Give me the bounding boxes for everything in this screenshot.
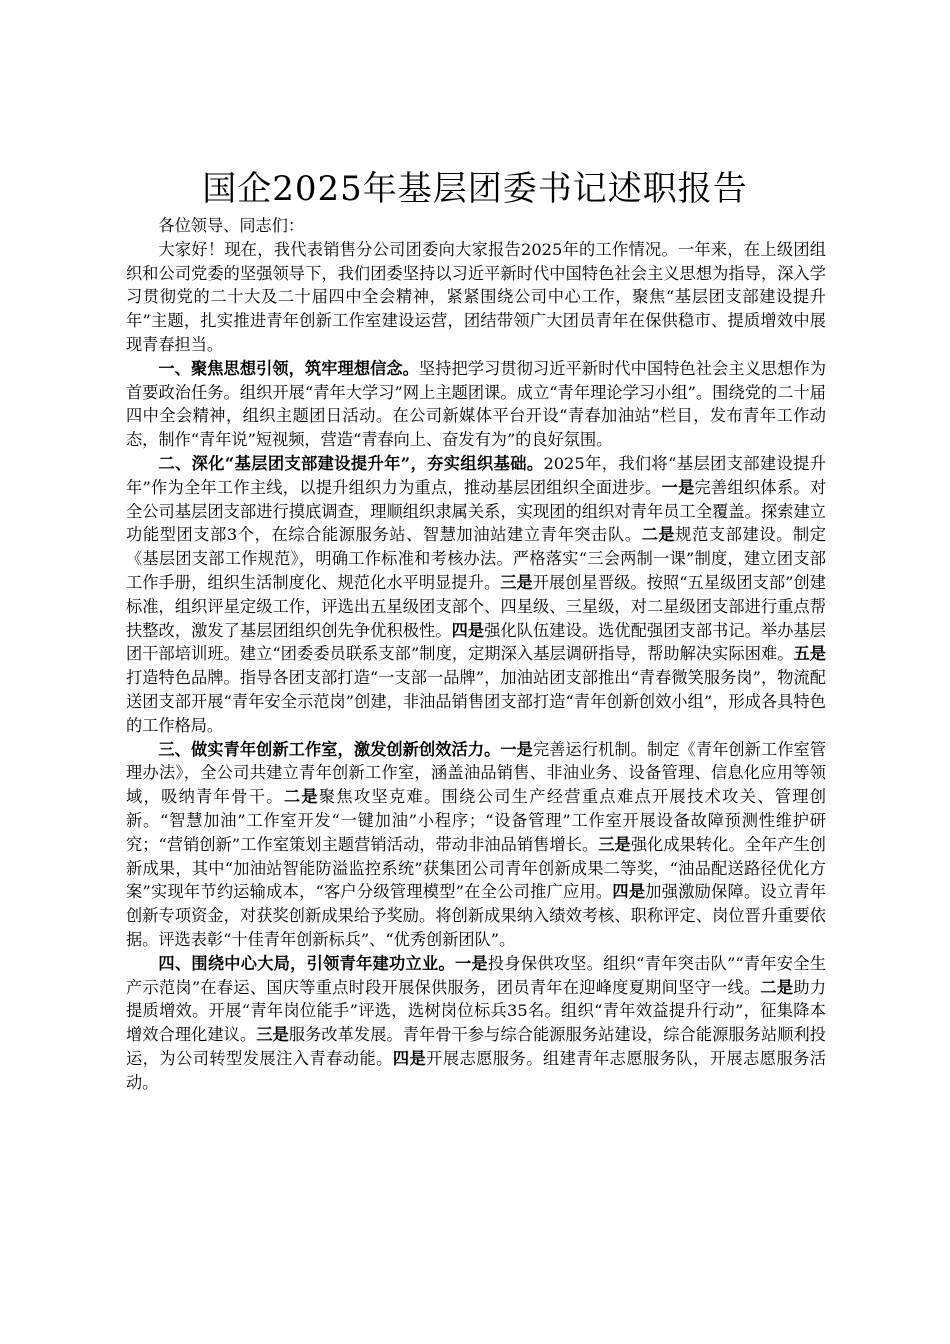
section-2-item-5-marker: 五是 [793, 644, 826, 664]
section-3-item-3-marker: 三是 [598, 834, 631, 854]
section-4-item-4-text: 开展志愿服务。组建青年志愿服务队，开展志愿服务活动。 [126, 1048, 827, 1092]
section-4-item-3-marker: 三是 [256, 1025, 289, 1045]
section-1-heading: 一、聚焦思想引领，筑牢理想信念。 [158, 358, 419, 378]
section-1-text: 坚持把学习贯彻习近平新时代中国特色社会主义思想作为首要政治任务。组织开展“青年大学习”网上主题团课。成立“青年理论学习小组”。围绕党的二十届四中全会精神，组织主题团日活动。在公司新媒体平台开设“青春加油站”栏目，发布青年工作动态，制作“青年说”短视频，营造“青春向上、奋发有为”的良好氛围。 [126, 358, 827, 450]
section-2-item-2-text: 规范支部建设。制定《基层团支部工作规范》，明确工作标准和考核办法。严格落实“三会两制一课”制度，建立团支部工作手册，组织生活制度化、规范化水平明显提升。 [126, 525, 827, 592]
section-4-item-2-marker: 二是 [760, 977, 794, 997]
document-body [126, 214, 826, 1094]
section-2-paragraph [126, 452, 826, 738]
document-title: 国企2025年基层团委书记述职报告 [202, 169, 748, 209]
section-2-item-3-text: 开展创星晋级。按照“五星级团支部”创建标准，组织评星定级工作，评选出五星级团支部个、四星级、三星级，对二星级团支部进行重点帮扶整改，激发了基层团组织创先争优积极性。 [126, 572, 826, 640]
section-2-item-1-text: 完善组织体系。对全公司基层团支部进行摸底调查，理顺组织隶属关系，实现团的组织对青年员工全覆盖。探索建立功能型团支部3个，在综合能源服务站、智慧加油站建立青年突击队。 [126, 477, 827, 545]
section-2-item-3-marker: 三是 [500, 572, 533, 592]
section-4-item-3-text: 服务改革发展。青年骨干参与综合能源服务站建设，综合能源服务站顺利投运，为公司转型发展注入青春动能。 [126, 1025, 826, 1068]
section-2-text: 2025年，我们将“基层团支部建设提升年”作为全年工作主线，以提升组织力为重点，推动基层团组织全面进步。 [126, 453, 826, 497]
section-3-paragraph [126, 738, 826, 952]
section-2-item-1-marker: 一是 [661, 477, 695, 497]
section-2-item-4-marker: 四是 [451, 620, 485, 640]
section-4-item-4-marker: 四是 [392, 1048, 427, 1068]
section-3-item-2-marker: 二是 [283, 787, 319, 807]
section-2-item-2-marker: 二是 [641, 525, 676, 545]
section-4-item-1-marker: 一是 [454, 953, 488, 973]
section-2-item-5-text: 打造特色品牌。指导各团支部打造“一支部一品牌”，加油站团支部推出“青春微笑服务岗”，物流配送团支部开展“青年安全示范岗”创建，非油品销售团支部打造“青年创新创效小组”，形成各具特色的工作格局。 [126, 668, 826, 735]
section-3-item-4-text: 加强激励保障。设立青年创新专项资金，对获奖创新成果给予奖励。将创新成果纳入绩效考核、职称评定、岗位晋升重要依据。评选表彰“十佳青年创新标兵”、“优秀创新团队”。 [126, 882, 827, 949]
section-2-heading: 二、深化“基层团支部建设提升年”，夯实组织基础。 [158, 453, 544, 473]
section-4-item-2-text: 助力提质增效。开展“青年岗位能手”评选，选树岗位标兵35名。组织“青年效益提升行动”，征集降本增效合理化建议。 [126, 977, 827, 1045]
greeting-paragraph: 各位领导、同志们： [158, 216, 305, 235]
section-3-item-4-marker: 四是 [612, 882, 646, 902]
section-3-item-1-marker: 一是 [500, 739, 533, 759]
section-3-item-1-text: 完善运行机制。制定《青年创新工作室管理办法》，全公司共建立青年创新工作室，涵盖油品销售、非油业务、设备管理、信息化应用等领域，吸纳青年骨干。 [126, 739, 827, 807]
section-3-item-3-text: 强化成果转化。全年产生创新成果，其中“加油站智能防溢监控系统”获集团公司青年创新成果二等奖，“油品配送路径优化方案”实现年节约运输成本，“客户分级管理模型”在全公司推广应用。 [126, 834, 826, 902]
section-3-item-2-text: 聚焦攻坚克难。围绕公司生产经营重点难点开展技术攻关、管理创新。“智慧加油”工作室开发“一键加油”小程序；“设备管理”工作室开展设备故障预测性维护研究；“营销创新”工作室策划主题营销活动，带动非油品销售增长。 [126, 787, 827, 854]
section-4-item-1-text: 投身保供攻坚。组织“青年突击队”“青年安全生产示范岗”在春运、国庆等重点时段开展保供服务，团员青年在迎峰度夏期间坚守一线。 [126, 953, 827, 997]
section-4-heading: 四、围绕中心大局，引领青年建功立业。 [158, 953, 455, 973]
section-2-item-4-text: 强化队伍建设。选优配强团支部书记。举办基层团干部培训班。建立“团委委员联系支部”制度，定期深入基层调研指导，帮助解决实际困难。 [126, 620, 826, 664]
section-3-heading: 三、做实青年创新工作室，激发创新创效活力。 [158, 739, 501, 759]
intro-paragraph: 大家好！现在，我代表销售分公司团委向大家报告2025年的工作情况。一年来，在上级团组织和公司党委的坚强领导下，我们团委坚持以习近平新时代中国特色社会主义思想为指导，深入学习贯彻党的二十大及二十届四中全会精神，紧紧围绕公司中心工作，聚焦“基层团支部建设提升年”主题，扎实推进青年创新工作室建设运营，团结带领广大团员青年在保供稳市、提质增效中展现青春担当。 [126, 239, 826, 354]
section-4-paragraph [126, 952, 826, 1095]
section-1-paragraph [126, 357, 826, 452]
